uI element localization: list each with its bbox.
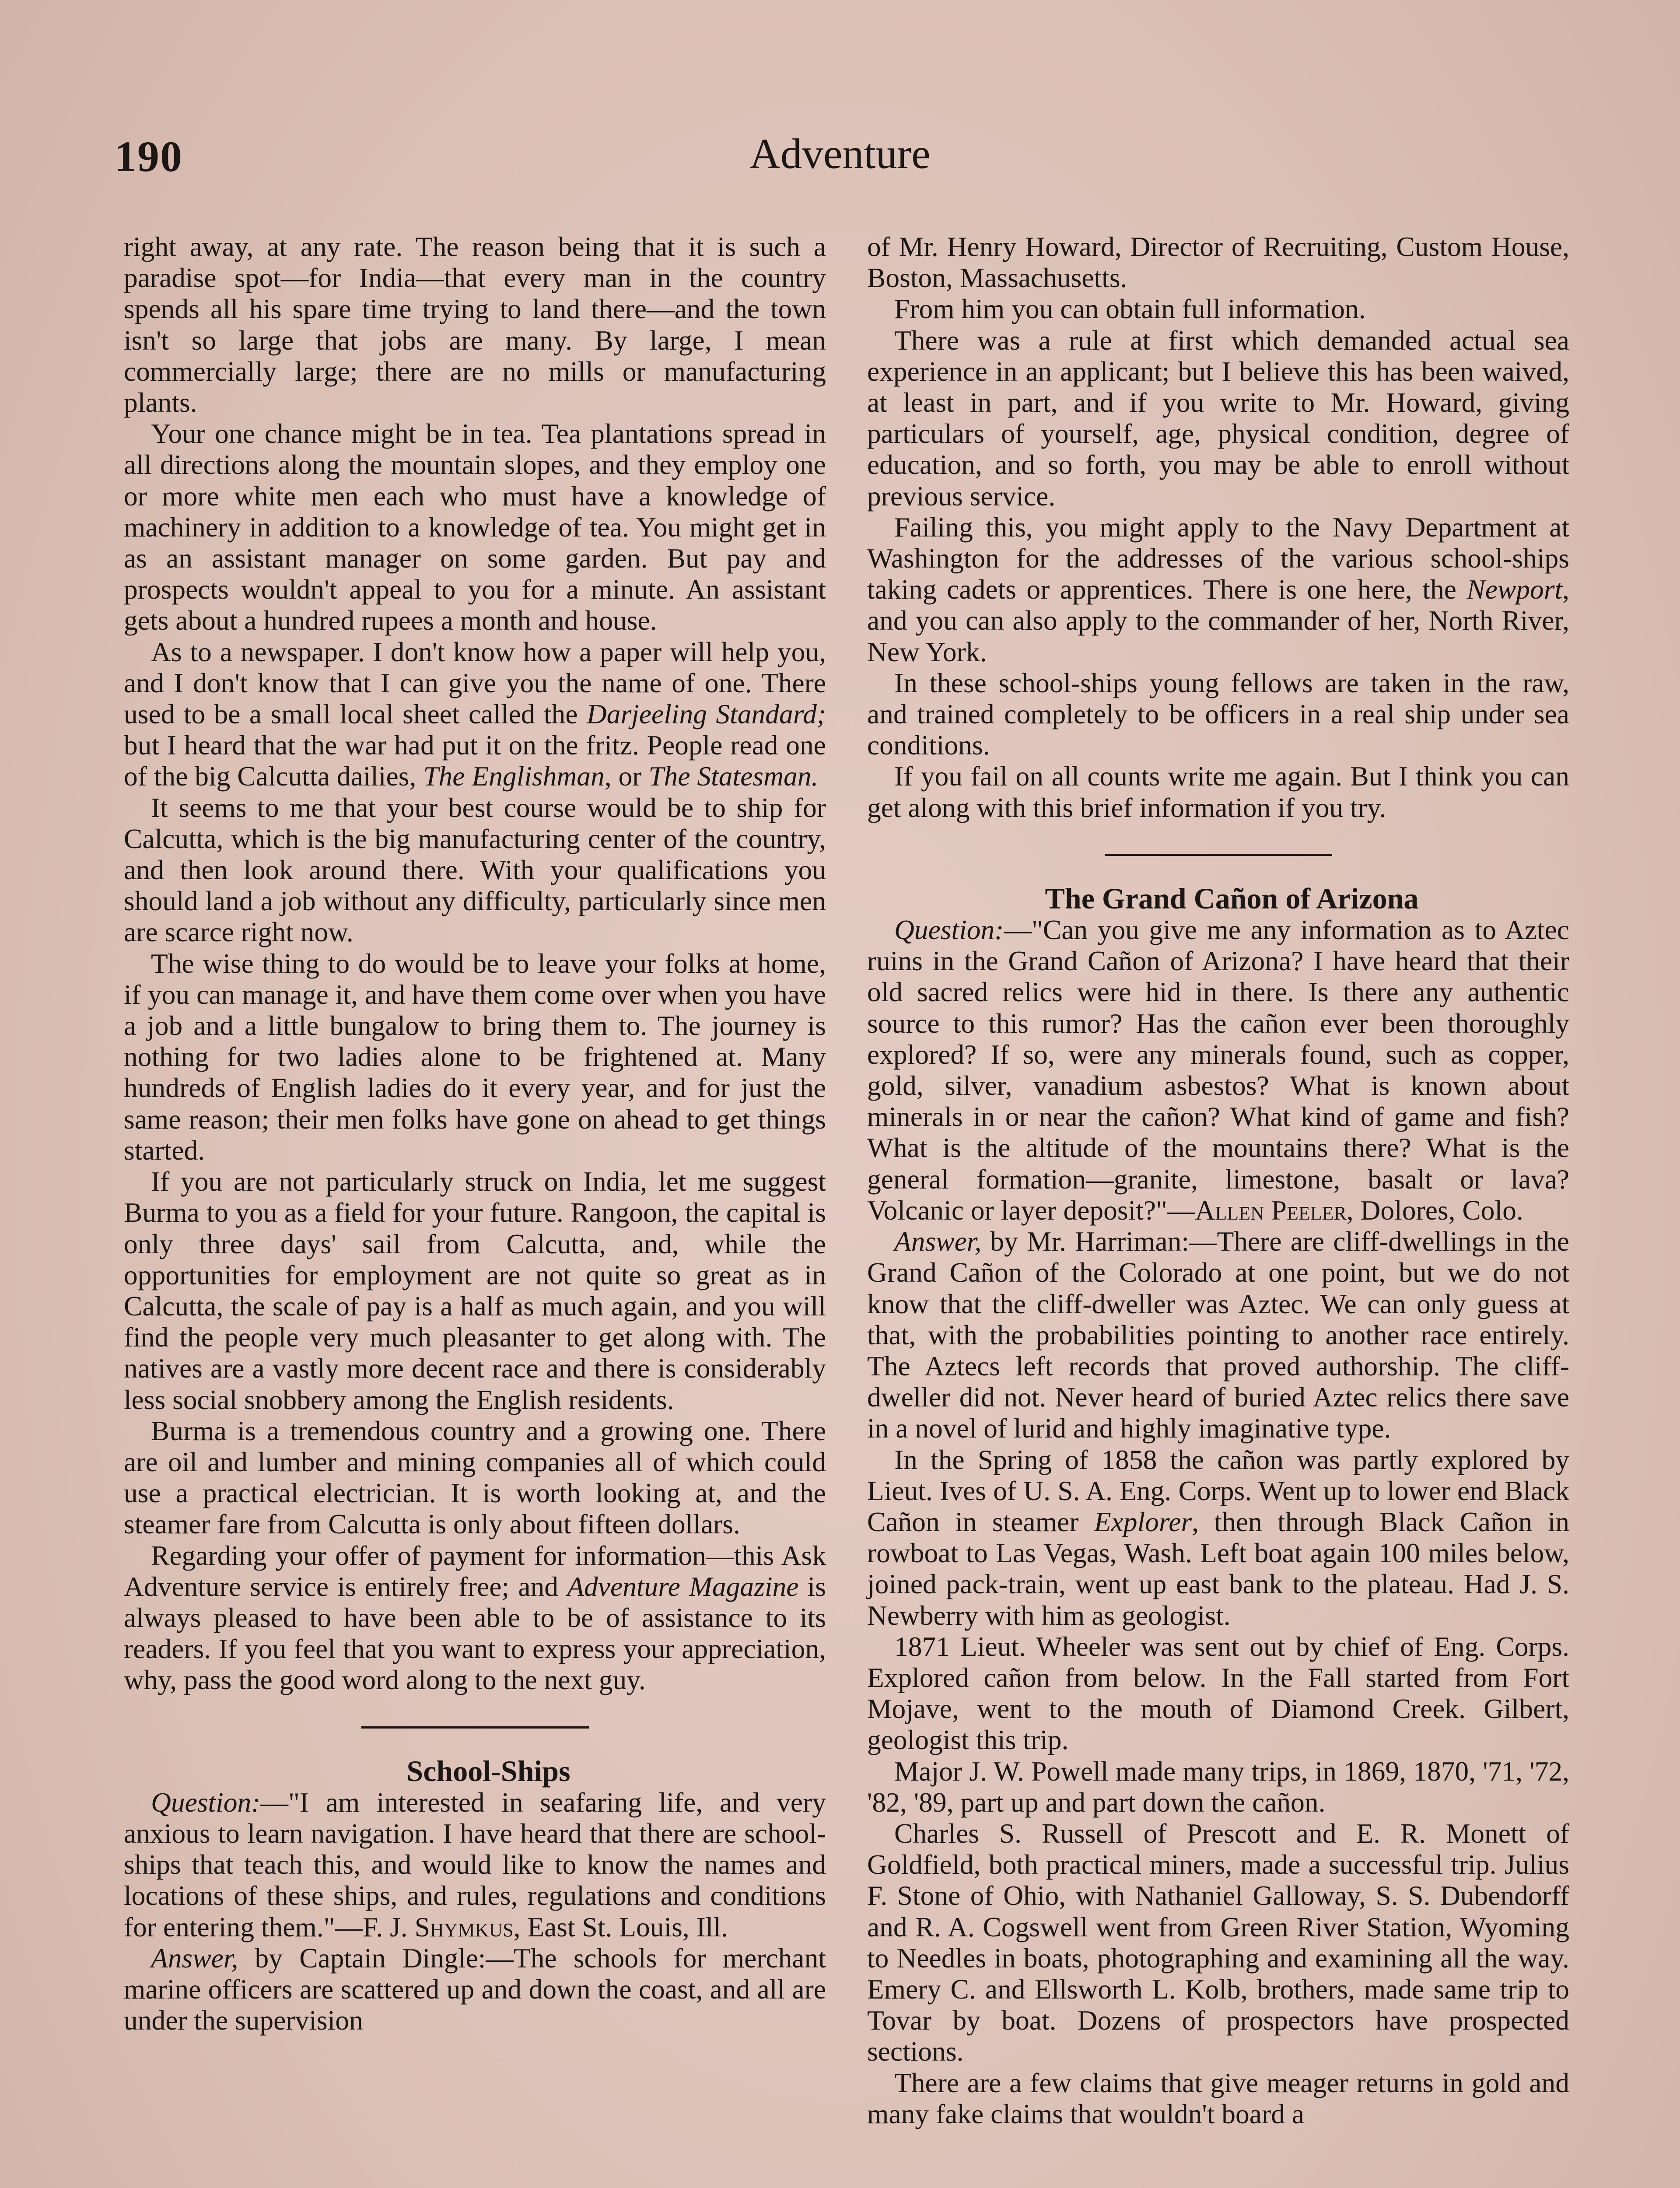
paragraph: It seems to me that your best course would be to ship for Calcutta, which is the big manufacturing center of the country, and then look around there. With your qualifications you should land a job without any difficulty, particularly since men are scarce right now. [124,792,826,948]
left-column [124,231,826,2036]
answer-paragraph: Answer, by Captain Dingle:—The schools for merchant marine officers are scattered up and down the coast, and all are under the supervision [124,1942,826,2036]
paragraph: In the Spring of 1858 the cañon was partly explored by Lieut. Ives of U. S. A. Eng. Corps. Went up to lower end Black Cañon in steamer Explorer, then through Black Cañon in rowboat to Las Vegas, Wash. Left boat again 100 miles below, joined pack-train, went up east bank to the plateau. Had J. S. Newberry with him as geologist. [867,1444,1569,1631]
paragraph: Failing this, you might apply to the Navy Department at Washington for the addresses of the various school-ships taking cadets or apprentices. There is one here, the Newport, and you can also apply to the commander of her, North River, New York. [867,511,1569,667]
section-divider [361,1726,589,1729]
section-heading-school-ships: School-Ships [406,1754,570,1788]
section-divider [1105,854,1332,856]
paragraph: The wise thing to do would be to leave your folks at home, if you can manage it, and have them come over when you have a job and a little bungalow to bring them to. The journey is nothing for two ladies alone to be frightened at. Many hundreds of English ladies do it every year, and for just the same reason; their men folks have gone on ahead to get things started. [124,947,826,1166]
section-heading-grand-canon: The Grand Cañon of Arizona [1045,881,1419,915]
paragraph: If you are not particularly struck on India, let me suggest Burma to you as a field for your future. Rangoon, the capital is only three days' sail from Calcutta, and, while the opportunities for employment are not quite so great as in Calcutta, the scale of pay is a half as much again, and you will find the people very much pleasanter to get along with. The natives are a vastly more decent race and there is considerably less social snobbery among the English residents. [124,1166,826,1415]
paragraph: In these school-ships young fellows are taken in the raw, and trained completely to be officers in a real ship under sea conditions. [867,667,1569,761]
paragraph: If you fail on all counts write me again. But I think you can get along with this brief information if you try. [867,761,1569,823]
running-head: Adventure [749,130,931,178]
question-paragraph: Question:—"I am interested in seafaring life, and very anxious to learn navigation. I have heard that there are school-ships that teach this, and would like to know the names and locations of these ships, and rules, regulations and conditions for entering them."—F. J. Shymkus, East St. Louis, Ill. [124,1786,826,1943]
paragraph: of Mr. Henry Howard, Director of Recruiting, Custom House, Boston, Massachusetts. [867,231,1569,294]
paragraph: 1871 Lieut. Wheeler was sent out by chief of Eng. Corps. Explored cañon from below. In the Fall started from Fort Mojave, went to the mouth of Diamond Creek. Gilbert, geologist this trip. [867,1630,1569,1756]
paragraph: From him you can obtain full information. [894,293,1366,325]
right-column [867,231,1569,2129]
paragraph: Burma is a tremendous country and a growing one. There are oil and lumber and mining companies all of which could use a practical electrician. It is worth looking at, and the steamer fare from Calcutta is only about fifteen dollars. [124,1415,826,1540]
paragraph: There are a few claims that give meager returns in gold and many fake claims that wouldn't board a [867,2067,1569,2129]
paragraph: Your one chance might be in tea. Tea plantations spread in all directions along the mountain slopes, and they employ one or more white men each who must have a knowledge of machinery in addition to a knowledge of tea. You might get in as an assistant manager on some garden. But pay and prospects wouldn't appeal to you for a minute. An assistant gets about a hundred rupees a month and house. [124,418,826,636]
paragraph: Major J. W. Powell made many trips, in 1869, 1870, '71, '72, '82, '89, part up and part down the cañon. [867,1755,1569,1818]
paragraph: Charles S. Russell of Prescott and E. R. Monett of Goldfield, both practical miners, made a successful trip. Julius F. Stone of Ohio, with Nathaniel Galloway, S. S. Dubendorff and R. A. Cogswell went from Green River Station, Wyoming to Needles in boats, photographing and examining all the way. Emery C. and Ellsworth L. Kolb, brothers, made same trip to Tovar by boat. Dozens of prospectors have prospected sections. [867,1817,1569,2067]
page-number: 190 [115,132,183,181]
paragraph: Regarding your offer of payment for information—this Ask Adventure service is entirely free; and Adventure Magazine is always pleased to have been able to be of assistance to its readers. If you feel that you want to express your appreciation, why, pass the good word along to the next guy. [124,1539,826,1696]
paragraph: right away, at any rate. The reason being that it is such a paradise spot—for India—that every man in the country spends all his spare time trying to land there—and the town isn't so large that jobs are many. By large, I mean commercially large; there are no mills or manufacturing plants. [124,231,826,418]
answer-paragraph: Answer, by Mr. Harriman:—There are cliff-dwellings in the Grand Cañon of the Colorado at one point, but we do not know that the cliff-dweller was Aztec. We can only guess at that, with the probabilities pointing to another race entirely. The Aztecs left records that proved authorship. The cliff-dweller did not. Never heard of buried Aztec relics there save in a novel of lurid and highly imaginative type. [867,1226,1569,1444]
paragraph: As to a newspaper. I don't know how a paper will help you, and I don't know that I can give you the name of one. There used to be a small local sheet called the Darjeeling Standard; but I heard that the war had put it on the fritz. People read one of the big Calcutta dailies, The Englishman, or The Statesman. [124,636,826,792]
paragraph: There was a rule at first which demanded actual sea experience in an applicant; but I believe this has been waived, at least in part, and if you write to Mr. Howard, giving particulars of yourself, age, physical condition, degree of education, and so forth, you may be able to enroll without previous service. [867,324,1569,512]
question-paragraph: Question:—"Can you give me any information as to Aztec ruins in the Grand Cañon of Arizona? I have heard that their old sacred relics were hid in there. Is there any authentic source to this rumor? Has the cañon ever been thoroughly explored? If so, were any minerals found, such as copper, gold, silver, vanadium asbestos? What is known about minerals in or near the cañon? What kind of game and fish? What is the altitude of the mountains there? What is the general formation—granite, limestone, basalt or lava? Volcanic or layer deposit?"—Allen Peeler, Dolores, Colo. [867,914,1569,1226]
